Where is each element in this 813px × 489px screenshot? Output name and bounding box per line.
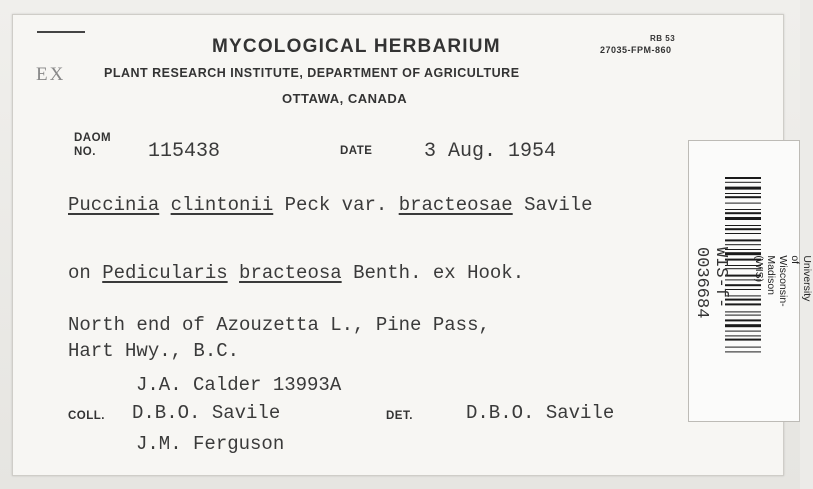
det-label: DET. xyxy=(386,410,413,422)
barcode-bar xyxy=(725,187,761,190)
locality-line-1: North end of Azouzetta L., Pine Pass, xyxy=(68,314,490,336)
location-line: OTTAWA, CANADA xyxy=(282,91,408,106)
determiner: D.B.O. Savile xyxy=(466,402,615,424)
barcode-bar xyxy=(725,324,761,327)
barcode-bar xyxy=(725,233,761,234)
taxon-species: clintonii xyxy=(170,194,274,216)
host-species: bracteosa xyxy=(239,262,342,284)
barcode-institution: University of Wisconsin-Madison (WIS) xyxy=(753,255,813,307)
taxon-genus: Puccinia xyxy=(68,194,160,216)
rb-code: RB 53 xyxy=(650,34,676,43)
host-name xyxy=(68,262,524,284)
barcode-bar xyxy=(725,239,761,241)
date-value: 3 Aug. 1954 xyxy=(424,140,557,163)
taxon-name xyxy=(68,194,593,216)
herbarium-title: MYCOLOGICAL HERBARIUM xyxy=(212,36,501,57)
daom-number: 115438 xyxy=(148,140,221,163)
barcode-bar xyxy=(725,319,761,321)
barcode-bar xyxy=(725,177,761,179)
collector-1: J.A. Calder 13993A xyxy=(136,374,342,396)
barcode-bar xyxy=(725,331,761,332)
barcode-bar xyxy=(725,249,761,250)
barcode-bar xyxy=(725,335,761,336)
daom-label-line1: DAOM xyxy=(74,132,112,144)
taxon-author: Peck var. xyxy=(284,194,388,216)
daom-label-line2: NO. xyxy=(74,146,96,158)
barcode-bar xyxy=(725,217,761,220)
host-genus: Pedicularis xyxy=(102,262,228,284)
taxon-variety: bracteosae xyxy=(398,194,513,216)
barcode-bar xyxy=(725,351,761,352)
barcode-label xyxy=(688,140,813,422)
date-label: DATE xyxy=(340,145,373,157)
barcode-specimen-id: WIS-f-0036684 xyxy=(692,247,730,319)
taxon-variety-author: Savile xyxy=(524,194,593,216)
barcode-bar xyxy=(725,339,761,341)
barcode-bar xyxy=(725,212,761,214)
form-code: 27035-FPM-860 xyxy=(600,45,672,55)
barcode-bar xyxy=(725,203,761,204)
top-rule xyxy=(37,31,85,33)
collector-3: J.M. Ferguson xyxy=(136,433,285,455)
barcode-bar xyxy=(725,228,761,230)
barcode-bar xyxy=(725,347,761,348)
locality-line-2: Hart Hwy., B.C. xyxy=(68,340,240,362)
host-prefix: on xyxy=(68,262,91,284)
daom-label xyxy=(74,131,111,159)
barcode-bar xyxy=(725,182,761,183)
barcode-bar xyxy=(725,311,761,312)
collector-2: D.B.O. Savile xyxy=(132,402,281,424)
herbarium-label xyxy=(12,14,784,476)
ex-stamp: EX xyxy=(36,64,66,85)
barcode-bar xyxy=(725,193,761,194)
barcode-bar xyxy=(725,315,761,316)
coll-label: COLL. xyxy=(68,410,105,422)
host-author: Benth. ex Hook. xyxy=(353,262,525,284)
barcode-bar xyxy=(725,196,761,198)
barcode-bar xyxy=(725,225,761,226)
institute-line: PLANT RESEARCH INSTITUTE, DEPARTMENT OF AGRICULTURE xyxy=(104,66,520,80)
barcode-bar xyxy=(725,209,761,210)
barcode-bar xyxy=(725,244,761,245)
